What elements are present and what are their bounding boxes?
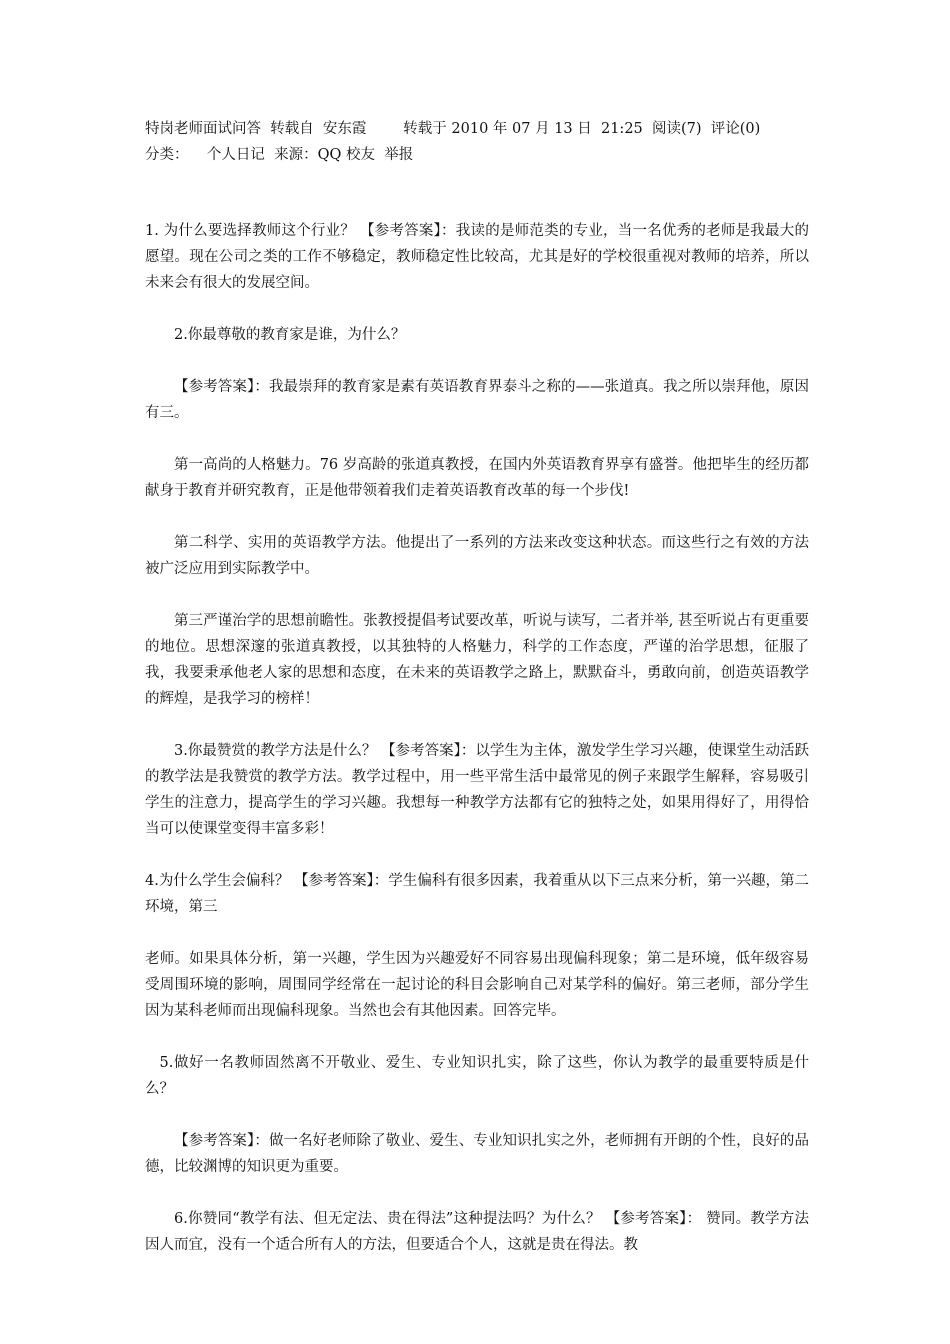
question-1-paragraph: 1. 为什么要选择教师这个行业？ 【参考答案】：我读的是师范类的专业，当一名优秀的老师是我最大的愿望。现在公司之类的工作不够稳定，教师稳定性比较高，尤其是好的学校很重视对教师的培养，所以未来会有很大的发展空间。	[145, 223, 809, 291]
question-2-paragraph: 2.你最尊敬的教育家是谁，为什么？	[174, 327, 406, 343]
question-6-paragraph: 6.你赞同“教学有法、但无定法、贵在得法”这种提法吗？为什么？ 【参考答案】： 赞同。教学方法因人而宜，没有一个适合所有人的方法，但要适合个人，这就是贵在得法。教	[145, 1211, 809, 1253]
question-3-paragraph: 3.你最赞赏的教学方法是什么？ 【参考答案】：以学生为主体，激发学生学习兴趣，使课堂生动活跃的教学法是我赞赏的教学方法。教学过程中，用一些平常生活中最常见的例子来跟学生解释，容易吸引学生的注意力，提高学生的学习兴趣。我想每一种教学方法都有它的独特之处，如果用得好了，用得恰当可以使课堂变得丰富多彩！	[145, 743, 809, 837]
question-4-paragraph: 4.为什么学生会偏科？ 【参考答案】：学生偏科有很多因素，我着重从以下三点来分析，第一兴趣，第二环境，第三	[145, 873, 809, 915]
answer-2-paragraph: 【参考答案】：我最崇拜的教育家是素有英语教育界泰斗之称的——张道真。我之所以崇拜他，原因有三。	[145, 379, 809, 421]
answer-2-point-3: 第三严谨治学的思想前瞻性。张教授提倡考试要改革，听说与读写，二者并举, 甚至听说占有更重要的地位。思想深邃的张道真教授，以其独特的人格魅力，科学的工作态度，严谨的治学思想，征服了我，我要秉承他老人家的思想和态度，在未来的英语教学之路上，默默奋斗，勇敢向前，创造英语教学的辉煌，是我学习的榜样！	[145, 613, 809, 707]
document-page	[145, 116, 809, 1258]
post-meta-line-2	[145, 142, 809, 168]
question-5-paragraph: 5.做好一名教师固然离不开敬业、爱生、专业知识扎实，除了这些，你认为教学的最重要特质是什么？	[145, 1055, 809, 1097]
answer-2-point-1: 第一高尚的人格魅力。76 岁高龄的张道真教授，在国内外英语教育界享有盛誉。他把毕生的经历都献身于教育并研究教育，正是他带领着我们走着英语教育改革的每一个步伐!	[145, 457, 809, 499]
answer-4-continued-paragraph: 老师。如果具体分析，第一兴趣，学生因为兴趣爱好不同容易出现偏科现象；第二是环境，低年级容易受周围环境的影响，周围同学经常在一起讨论的科目会影响自己对某学科的偏好。第三老师，部分学生因为某科老师而出现偏科现象。当然也会有其他因素。回答完毕。	[145, 951, 809, 1019]
post-meta-text-2: 分类： 个人日记 来源：QQ 校友 举报	[145, 147, 414, 163]
post-meta-line-1	[145, 116, 809, 142]
answer-5-paragraph: 【参考答案】：做一名好老师除了敬业、爱生、专业知识扎实之外，老师拥有开朗的个性，良好的品德，比较渊博的知识更为重要。	[145, 1133, 809, 1175]
answer-2-point-2: 第二科学、实用的英语教学方法。他提出了一系列的方法来改变这种状态。而这些行之有效的方法被广泛应用到实际教学中。	[145, 535, 809, 577]
post-meta-text-1: 特岗老师面试问答 转载自 安东霞 转载于 2010 年 07 月 13 日 21:25 阅读(7) 评论(0)	[145, 121, 761, 137]
